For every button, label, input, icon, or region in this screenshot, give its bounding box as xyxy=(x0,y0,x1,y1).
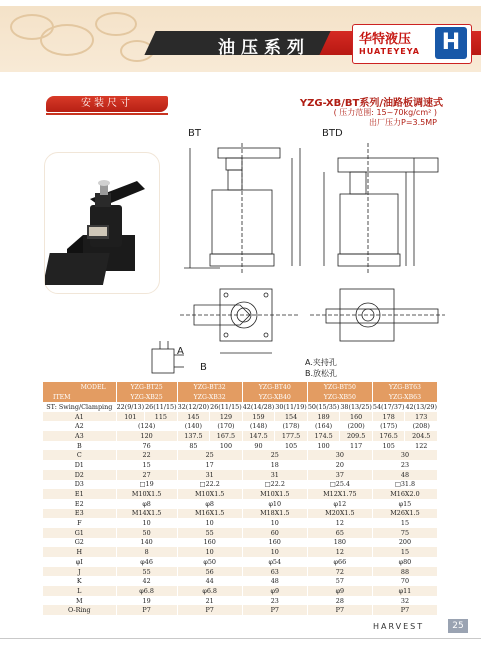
table-cell: φ54 xyxy=(242,557,307,567)
table-cell: M16X2.0 xyxy=(372,489,437,499)
table-cell: φ50 xyxy=(177,557,242,567)
table-cell: 137.5 xyxy=(177,431,210,441)
section-tag: 安装尺寸 xyxy=(46,96,168,112)
table-cell: 38(13/25) xyxy=(340,402,372,411)
table-cell: 167.5 xyxy=(210,431,243,441)
table-cell: 76 xyxy=(116,441,177,451)
table-row-label: F xyxy=(43,518,116,528)
table-header-model: MODEL xyxy=(43,382,116,392)
cloud-ornament xyxy=(40,24,94,56)
table-cell: M12X1.75 xyxy=(307,489,372,499)
table-row-label: D1 xyxy=(43,460,116,470)
page-number: 25 xyxy=(448,619,468,633)
footer-divider xyxy=(0,638,481,639)
table-cell: 8 xyxy=(116,547,177,557)
table-cell: 129 xyxy=(210,412,243,422)
table-cell: 145 xyxy=(177,412,210,422)
table-cell: M10X1.5 xyxy=(242,489,307,499)
table-cell: 160 xyxy=(340,412,373,422)
table-row xyxy=(43,499,438,509)
table-cell: 42(13/29) xyxy=(405,402,437,411)
table-cell: φ66 xyxy=(307,557,372,567)
table-cell: 42 xyxy=(116,576,177,586)
table-cell: M18X1.5 xyxy=(242,509,307,519)
table-model-bt: YZG-BT40 xyxy=(242,382,307,392)
table-header-row xyxy=(43,382,438,392)
table-model-xb: YZG-XB25 xyxy=(116,392,177,402)
table-row xyxy=(43,538,438,548)
table-cell: 30(11/19) xyxy=(275,402,307,411)
table-cell: 32(12/20) xyxy=(177,402,210,411)
table-row xyxy=(43,450,438,460)
table-header-item: ITEM xyxy=(43,392,116,402)
table-cell: φ12 xyxy=(307,499,372,509)
table-cell: P7 xyxy=(177,605,242,615)
table-cell: (178) xyxy=(275,421,308,431)
table-model-xb: YZG-XB40 xyxy=(242,392,307,402)
table-cell: 90 xyxy=(242,441,275,451)
table-cell: 88 xyxy=(372,567,437,577)
table-cell: 12 xyxy=(307,518,372,528)
table-model-xb: YZG-XB63 xyxy=(372,392,437,402)
table-cell: M10X1.5 xyxy=(116,489,177,499)
table-cell: (208) xyxy=(405,421,438,431)
table-cell: (140) xyxy=(177,421,210,431)
table-cell: 160 xyxy=(177,538,242,548)
table-row-label: A1 xyxy=(43,412,116,422)
table-cell: 55 xyxy=(177,528,242,538)
brand-badge xyxy=(352,24,472,64)
pressure-range: ( 压力范围: 15~70kg/cm² ) xyxy=(333,108,437,117)
table-cell: M26X1.5 xyxy=(372,509,437,519)
table-row xyxy=(43,441,438,451)
table-row-label: H xyxy=(43,547,116,557)
table-row-label: A2 xyxy=(43,421,116,431)
table-cell: (175) xyxy=(372,421,405,431)
table-cell: 15 xyxy=(116,460,177,470)
brand-name-en: HUATEYEYA xyxy=(359,47,420,56)
table-cell: 117 xyxy=(340,441,373,451)
table-cell: 105 xyxy=(372,441,405,451)
table-cell: φ15 xyxy=(372,499,437,509)
port-label-b: B xyxy=(200,362,207,373)
table-cell: φ80 xyxy=(372,557,437,567)
table-row-label: G2 xyxy=(43,538,116,548)
table-cell: φ6.8 xyxy=(177,586,242,596)
table-cell: 31 xyxy=(242,470,307,480)
table-cell: 100 xyxy=(307,441,340,451)
table-row-label: E3 xyxy=(43,509,116,519)
table-cell: 18 xyxy=(242,460,307,470)
table-cell: (124) xyxy=(116,421,177,431)
table-cell: 174.5 xyxy=(307,431,340,441)
table-cell: 140 xyxy=(116,538,177,548)
table-cell: 25 xyxy=(177,450,242,460)
table-row xyxy=(43,576,438,586)
table-row xyxy=(43,431,438,441)
table-cell: 72 xyxy=(307,567,372,577)
table-cell: 37 xyxy=(307,470,372,480)
table-cell: 177.5 xyxy=(275,431,308,441)
table-cell: 101 xyxy=(116,412,144,422)
table-row-label: L xyxy=(43,586,116,596)
table-cell: φ10 xyxy=(242,499,307,509)
table-row xyxy=(43,518,438,528)
table-cell: 12 xyxy=(307,547,372,557)
table-cell: 17 xyxy=(177,460,242,470)
table-cell: 180 xyxy=(307,538,372,548)
table-model-bt: YZG-BT63 xyxy=(372,382,437,392)
table-cell: 32 xyxy=(372,596,437,606)
factory-pressure: 出厂压力P=3.5MP xyxy=(369,118,437,127)
drawing-label-bt: BT xyxy=(188,128,201,139)
port-note-a: A.夹持孔 xyxy=(305,358,337,367)
series-title: 油压系列 xyxy=(218,38,310,58)
btd-top-view-drawing xyxy=(310,285,450,365)
table-row-label: E2 xyxy=(43,499,116,509)
table-cell: 154 xyxy=(275,412,308,422)
table-cell: (164) xyxy=(307,421,340,431)
table-cell: 122 xyxy=(405,441,438,451)
table-cell: M10X1.5 xyxy=(177,489,242,499)
table-cell: 10 xyxy=(177,547,242,557)
port-schematic-drawing xyxy=(140,335,190,380)
table-cell: □25.4 xyxy=(307,480,372,490)
table-cell: □31.8 xyxy=(372,480,437,490)
table-row xyxy=(43,402,438,412)
table-cell: P7 xyxy=(372,605,437,615)
table-cell: 26(11/15) xyxy=(210,402,242,411)
table-cell: (200) xyxy=(340,421,373,431)
table-row xyxy=(43,480,438,490)
table-cell: 10 xyxy=(116,518,177,528)
table-row xyxy=(43,489,438,499)
table-cell: φ6.8 xyxy=(116,586,177,596)
table-cell: 26(11/15) xyxy=(145,402,177,411)
table-row-label: C xyxy=(43,450,116,460)
drawing-label-btd: BTD xyxy=(322,128,343,139)
page-header xyxy=(0,6,481,72)
table-cell: 22 xyxy=(116,450,177,460)
table-cell: φ9 xyxy=(242,586,307,596)
table-cell: 159 xyxy=(242,412,275,422)
table-model-bt: YZG-BT25 xyxy=(116,382,177,392)
table-cell: 31 xyxy=(177,470,242,480)
table-row xyxy=(43,421,438,431)
table-cell: φ11 xyxy=(372,586,437,596)
table-cell: 176.5 xyxy=(372,431,405,441)
table-cell: φ8 xyxy=(177,499,242,509)
table-cell: 209.5 xyxy=(340,431,373,441)
table-row xyxy=(43,460,438,470)
table-cell: 27 xyxy=(116,470,177,480)
dimension-table-body xyxy=(43,382,438,615)
table-row-label: J xyxy=(43,567,116,577)
swing-clamp-image xyxy=(45,153,159,293)
table-row-label: ST: Swing/Clamping xyxy=(43,402,116,412)
table-cell: P7 xyxy=(242,605,307,615)
table-model-xb: YZG-XB32 xyxy=(177,392,242,402)
table-cell: 28 xyxy=(307,596,372,606)
table-row-label: φI xyxy=(43,557,116,567)
table-row-label: D2 xyxy=(43,470,116,480)
table-cell: M16X1.5 xyxy=(177,509,242,519)
table-cell: 57 xyxy=(307,576,372,586)
table-row xyxy=(43,567,438,577)
table-cell: 10 xyxy=(177,518,242,528)
table-cell: 160 xyxy=(242,538,307,548)
table-cell: M14X1.5 xyxy=(116,509,177,519)
table-cell: 178 xyxy=(372,412,405,422)
table-cell: P7 xyxy=(307,605,372,615)
table-cell: 56 xyxy=(177,567,242,577)
table-row-label: B xyxy=(43,441,116,451)
table-cell: P7 xyxy=(116,605,177,615)
table-row-label: G1 xyxy=(43,528,116,538)
table-cell: 204.5 xyxy=(405,431,438,441)
table-cell: 42(14/28) xyxy=(242,402,275,411)
section-tag-underline xyxy=(46,113,168,115)
table-cell: 10 xyxy=(242,518,307,528)
table-row xyxy=(43,470,438,480)
table-cell: 60 xyxy=(242,528,307,538)
table-cell: 19 xyxy=(116,596,177,606)
table-cell: 50 xyxy=(116,528,177,538)
port-label-a: A xyxy=(177,346,184,357)
table-cell: 30 xyxy=(372,450,437,460)
table-cell: 173 xyxy=(405,412,438,422)
table-row-label: M xyxy=(43,596,116,606)
table-cell: 22(9/13) xyxy=(116,402,145,411)
table-row-label: K xyxy=(43,576,116,586)
bt-top-view-drawing xyxy=(180,285,310,365)
product-photo xyxy=(44,152,160,294)
table-cell: □22.2 xyxy=(177,480,242,490)
bt-front-view-drawing xyxy=(180,138,310,283)
table-cell: 85 xyxy=(177,441,210,451)
table-cell: 200 xyxy=(372,538,437,548)
port-note-b: B.放松孔 xyxy=(305,369,338,378)
table-cell: 63 xyxy=(242,567,307,577)
table-cell: 20 xyxy=(307,460,372,470)
table-cell: □22.2 xyxy=(242,480,307,490)
table-row-label: O-Ring xyxy=(43,605,116,615)
table-cell: φ9 xyxy=(307,586,372,596)
table-cell: 21 xyxy=(177,596,242,606)
table-cell: 44 xyxy=(177,576,242,586)
table-cell: 75 xyxy=(372,528,437,538)
table-row xyxy=(43,547,438,557)
footer-brand: HARVEST xyxy=(373,622,425,631)
table-cell: 48 xyxy=(242,576,307,586)
table-cell: 30 xyxy=(307,450,372,460)
table-cell: 48 xyxy=(372,470,437,480)
table-header-row xyxy=(43,392,438,402)
table-cell: M20X1.5 xyxy=(307,509,372,519)
table-cell: 147.5 xyxy=(242,431,275,441)
table-row xyxy=(43,557,438,567)
table-cell: φ8 xyxy=(116,499,177,509)
table-row-label: A3 xyxy=(43,431,116,441)
table-model-bt: YZG-BT32 xyxy=(177,382,242,392)
table-cell: 23 xyxy=(372,460,437,470)
table-cell: 189 xyxy=(307,412,340,422)
table-cell: 120 xyxy=(116,431,177,441)
table-row xyxy=(43,412,438,422)
table-row xyxy=(43,605,438,615)
table-cell: 105 xyxy=(275,441,308,451)
btd-front-view-drawing xyxy=(310,138,450,283)
table-row xyxy=(43,586,438,596)
table-model-bt: YZG-BT50 xyxy=(307,382,372,392)
table-cell: 115 xyxy=(145,412,178,422)
brand-logo-icon: H xyxy=(435,27,467,59)
cloud-ornament xyxy=(95,12,137,36)
table-row xyxy=(43,509,438,519)
table-cell: 15 xyxy=(372,547,437,557)
table-row xyxy=(43,596,438,606)
table-cell: 65 xyxy=(307,528,372,538)
table-model-xb: YZG-XB50 xyxy=(307,392,372,402)
table-cell: 100 xyxy=(210,441,243,451)
table-cell: 55 xyxy=(116,567,177,577)
table-cell: (148) xyxy=(242,421,275,431)
table-cell: 15 xyxy=(372,518,437,528)
table-row-label: E1 xyxy=(43,489,116,499)
table-cell: 10 xyxy=(242,547,307,557)
product-series-title: YZG-XB/BT系列/油路板调速式 xyxy=(299,98,443,109)
table-cell: (170) xyxy=(210,421,243,431)
table-row-label: D3 xyxy=(43,480,116,490)
table-cell: 70 xyxy=(372,576,437,586)
table-cell: 23 xyxy=(242,596,307,606)
table-cell: 54(17/37) xyxy=(372,402,405,411)
dimension-table xyxy=(43,382,438,615)
brand-name-cn: 华特液压 xyxy=(359,32,412,47)
table-row xyxy=(43,528,438,538)
table-cell: 25 xyxy=(242,450,307,460)
table-cell: 50(15/35) xyxy=(307,402,340,411)
table-cell: φ46 xyxy=(116,557,177,567)
table-cell: □19 xyxy=(116,480,177,490)
